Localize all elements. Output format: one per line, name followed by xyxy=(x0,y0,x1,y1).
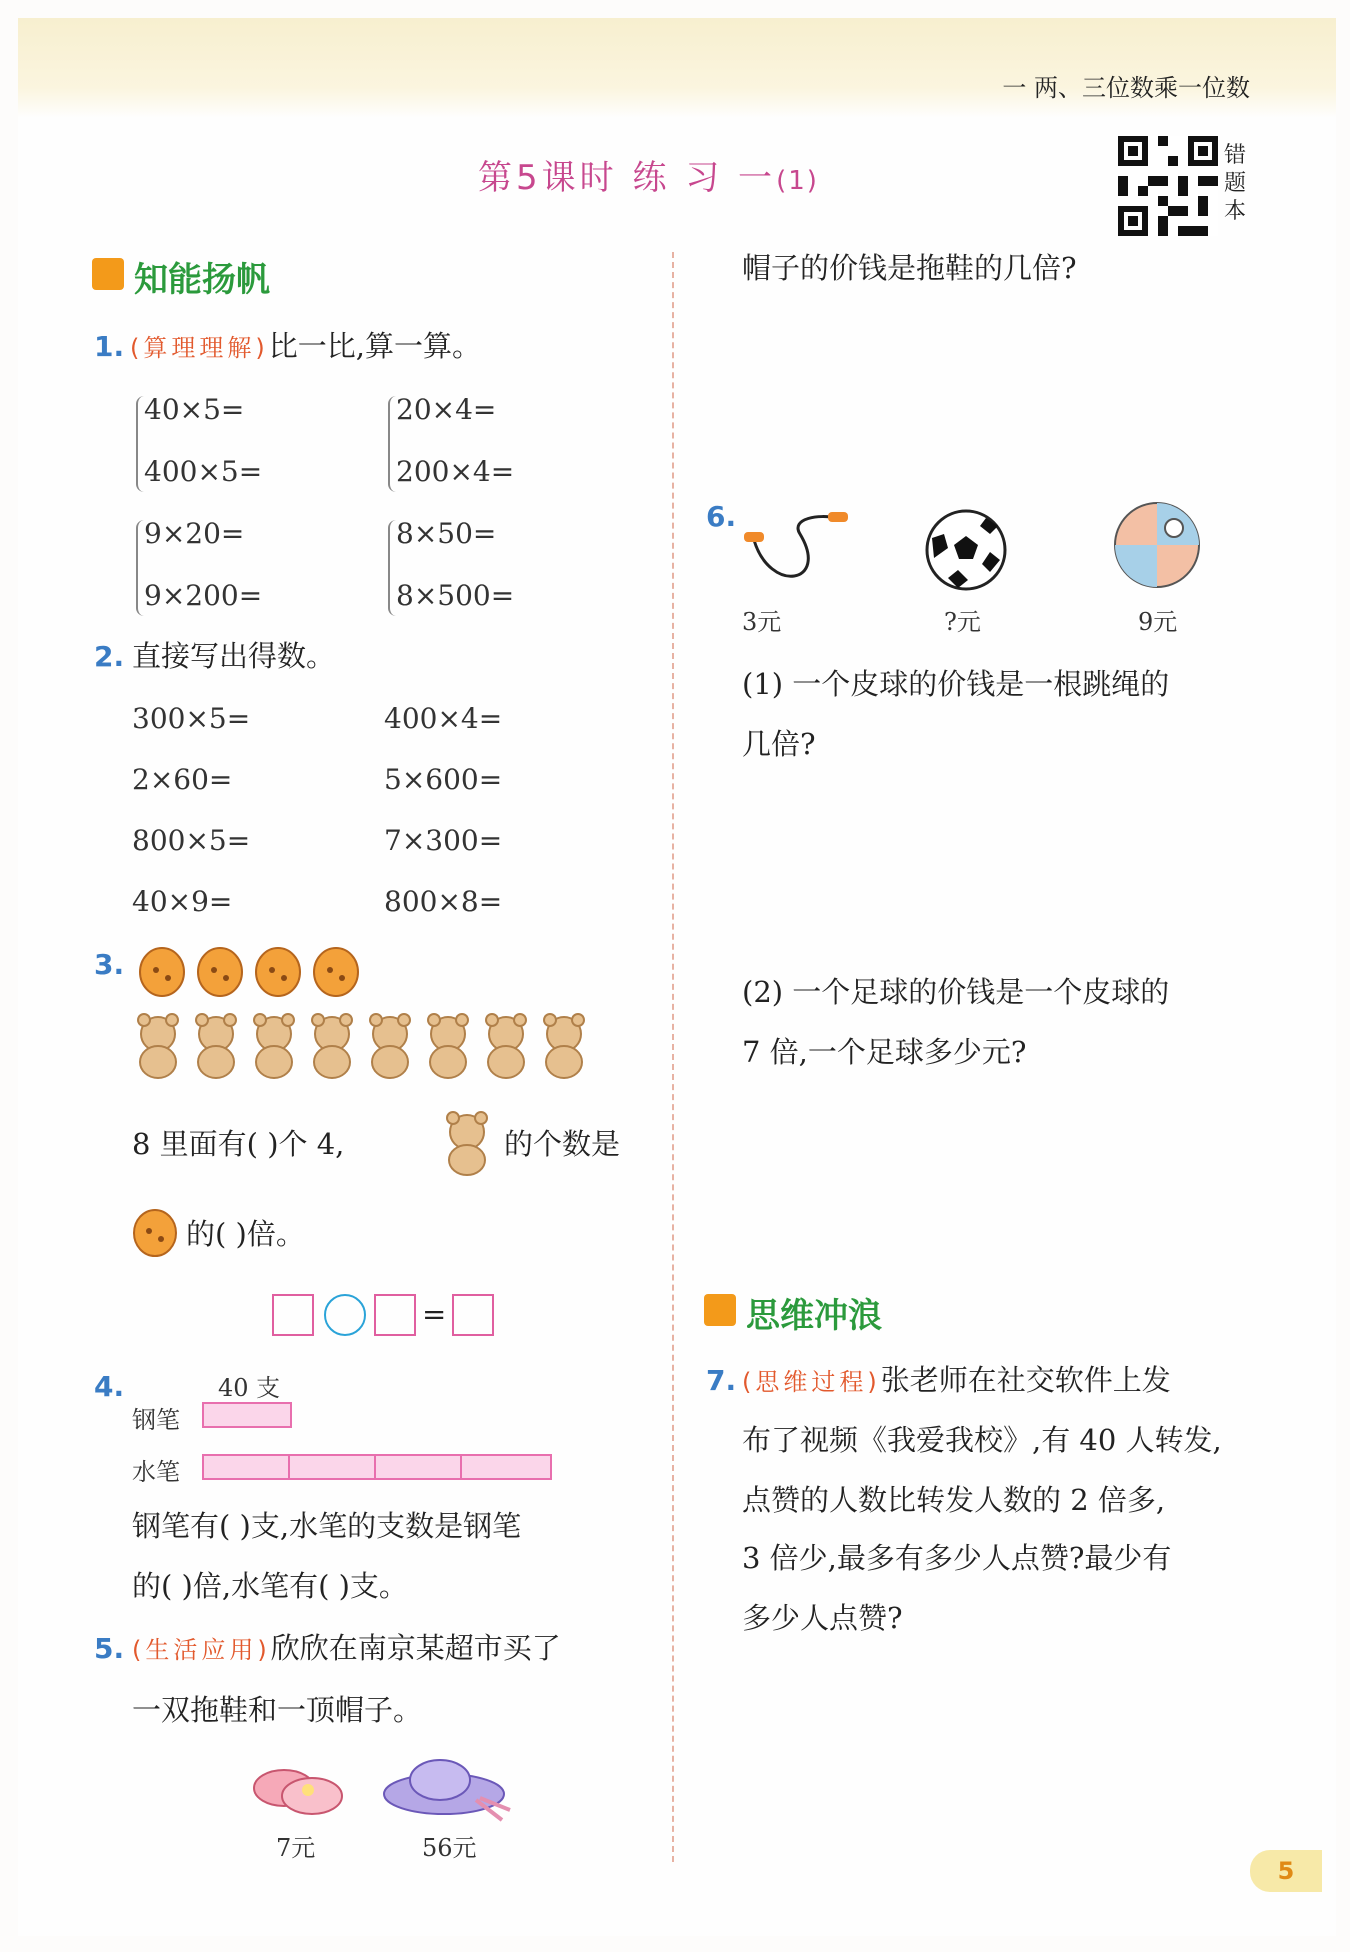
q3-line1a: 8 里面有( )个 4, xyxy=(132,1127,345,1161)
section-title-thinking: 思维冲浪 xyxy=(746,1296,882,1336)
exercise: 2×60= xyxy=(132,763,233,796)
q1-number: 1. xyxy=(94,330,125,363)
answer-box[interactable] xyxy=(374,1294,416,1336)
price-football: ?元 xyxy=(944,608,981,636)
exercise: 40×5= xyxy=(144,393,245,426)
price-beach-ball: 9元 xyxy=(1138,608,1178,636)
price-jump-rope: 3元 xyxy=(742,608,782,636)
exercise: 8×50= xyxy=(396,517,497,550)
exercise: 400×4= xyxy=(384,702,503,735)
pen-bar xyxy=(202,1402,292,1428)
price-hat: 56元 xyxy=(422,1834,477,1862)
exercise: 8×500= xyxy=(396,579,515,612)
q7-number: 7. xyxy=(706,1364,737,1397)
q6-part1-line2: 几倍? xyxy=(742,727,816,761)
slippers-icon xyxy=(248,1750,348,1820)
hat-icon xyxy=(380,1750,520,1830)
honey-jar-icons xyxy=(134,940,364,1000)
section-flag-icon xyxy=(92,258,124,290)
q7-line4: 3 倍少,最多有多少人点赞?最少有 xyxy=(742,1541,1172,1575)
exercise: 300×5= xyxy=(132,702,251,735)
section-wave-icon xyxy=(704,1294,736,1326)
exercise: 800×8= xyxy=(384,885,503,918)
q3-line1b: 的个数是 xyxy=(504,1127,621,1161)
teddy-bear-icon xyxy=(438,1110,496,1176)
operator-circle[interactable] xyxy=(324,1294,366,1336)
q6-part2-line1: (2) 一个足球的价钱是一个皮球的 xyxy=(742,975,1170,1009)
chapter-title: 一 两、三位数乘一位数 xyxy=(1002,74,1250,102)
q4-number: 4. xyxy=(94,1370,125,1403)
q4-line1: 钢笔有( )支,水笔的支数是钢笔 xyxy=(132,1509,522,1543)
gelpen-bar xyxy=(202,1454,552,1480)
football-icon xyxy=(924,508,1008,592)
honey-jar-icon xyxy=(130,1206,180,1260)
qr-code-icon[interactable] xyxy=(1118,136,1218,236)
column-divider xyxy=(672,252,674,1862)
q7-line1: (思维过程)张老师在社交软件上发 xyxy=(742,1363,1171,1397)
q4-label-pen: 钢笔 xyxy=(132,1406,180,1434)
q4-count-label: 40 支 xyxy=(218,1374,281,1402)
exercise: 9×200= xyxy=(144,579,263,612)
q2-number: 2. xyxy=(94,640,125,673)
exercise: 40×9= xyxy=(132,885,233,918)
exercise: 800×5= xyxy=(132,824,251,857)
lesson-title: 第5课时 练 习 一(1) xyxy=(478,158,819,198)
q7-line2: 布了视频《我爱我校》,有 40 人转发, xyxy=(742,1423,1222,1457)
q7-line3: 点赞的人数比转发人数的 2 倍多, xyxy=(742,1483,1166,1517)
q6-number: 6. xyxy=(706,500,737,533)
exercise: 400×5= xyxy=(144,455,263,488)
exercise: 200×4= xyxy=(396,455,515,488)
q2-prompt: 直接写出得数。 xyxy=(132,639,336,673)
q3-line2: 的( )倍。 xyxy=(186,1217,305,1251)
jump-rope-icon xyxy=(740,504,850,584)
q6-part2-line2: 7 倍,一个足球多少元? xyxy=(742,1035,1027,1069)
price-slippers: 7元 xyxy=(276,1834,316,1862)
teddy-bear-icons xyxy=(128,1012,598,1082)
section-title-knowledge: 知能扬帆 xyxy=(134,260,270,300)
answer-box[interactable] xyxy=(272,1294,314,1336)
exercise: 9×20= xyxy=(144,517,245,550)
q5-question: 帽子的价钱是拖鞋的几倍? xyxy=(742,251,1077,285)
q6-part1-line1: (1) 一个皮球的价钱是一根跳绳的 xyxy=(742,667,1170,701)
exercise: 20×4= xyxy=(396,393,497,426)
answer-box[interactable] xyxy=(452,1294,494,1336)
q5-line1: (生活应用)欣欣在南京某超市买了 xyxy=(132,1631,561,1665)
q5-number: 5. xyxy=(94,1632,125,1665)
q5-line2: 一双拖鞋和一顶帽子。 xyxy=(132,1693,423,1727)
q1-prompt: (算理理解)比一比,算一算。 xyxy=(130,329,481,363)
qr-label: 错题本 xyxy=(1224,143,1247,224)
equals-sign: = xyxy=(422,1297,447,1331)
q3-number: 3. xyxy=(94,948,125,981)
exercise: 7×300= xyxy=(384,824,503,857)
page-number: 5 xyxy=(1250,1850,1322,1892)
q7-line5: 多少人点赞? xyxy=(742,1601,903,1635)
q4-line2: 的( )倍,水笔有( )支。 xyxy=(132,1569,408,1603)
exercise: 5×600= xyxy=(384,763,503,796)
beach-ball-icon xyxy=(1112,500,1202,590)
q4-label-gelpen: 水笔 xyxy=(132,1458,180,1486)
